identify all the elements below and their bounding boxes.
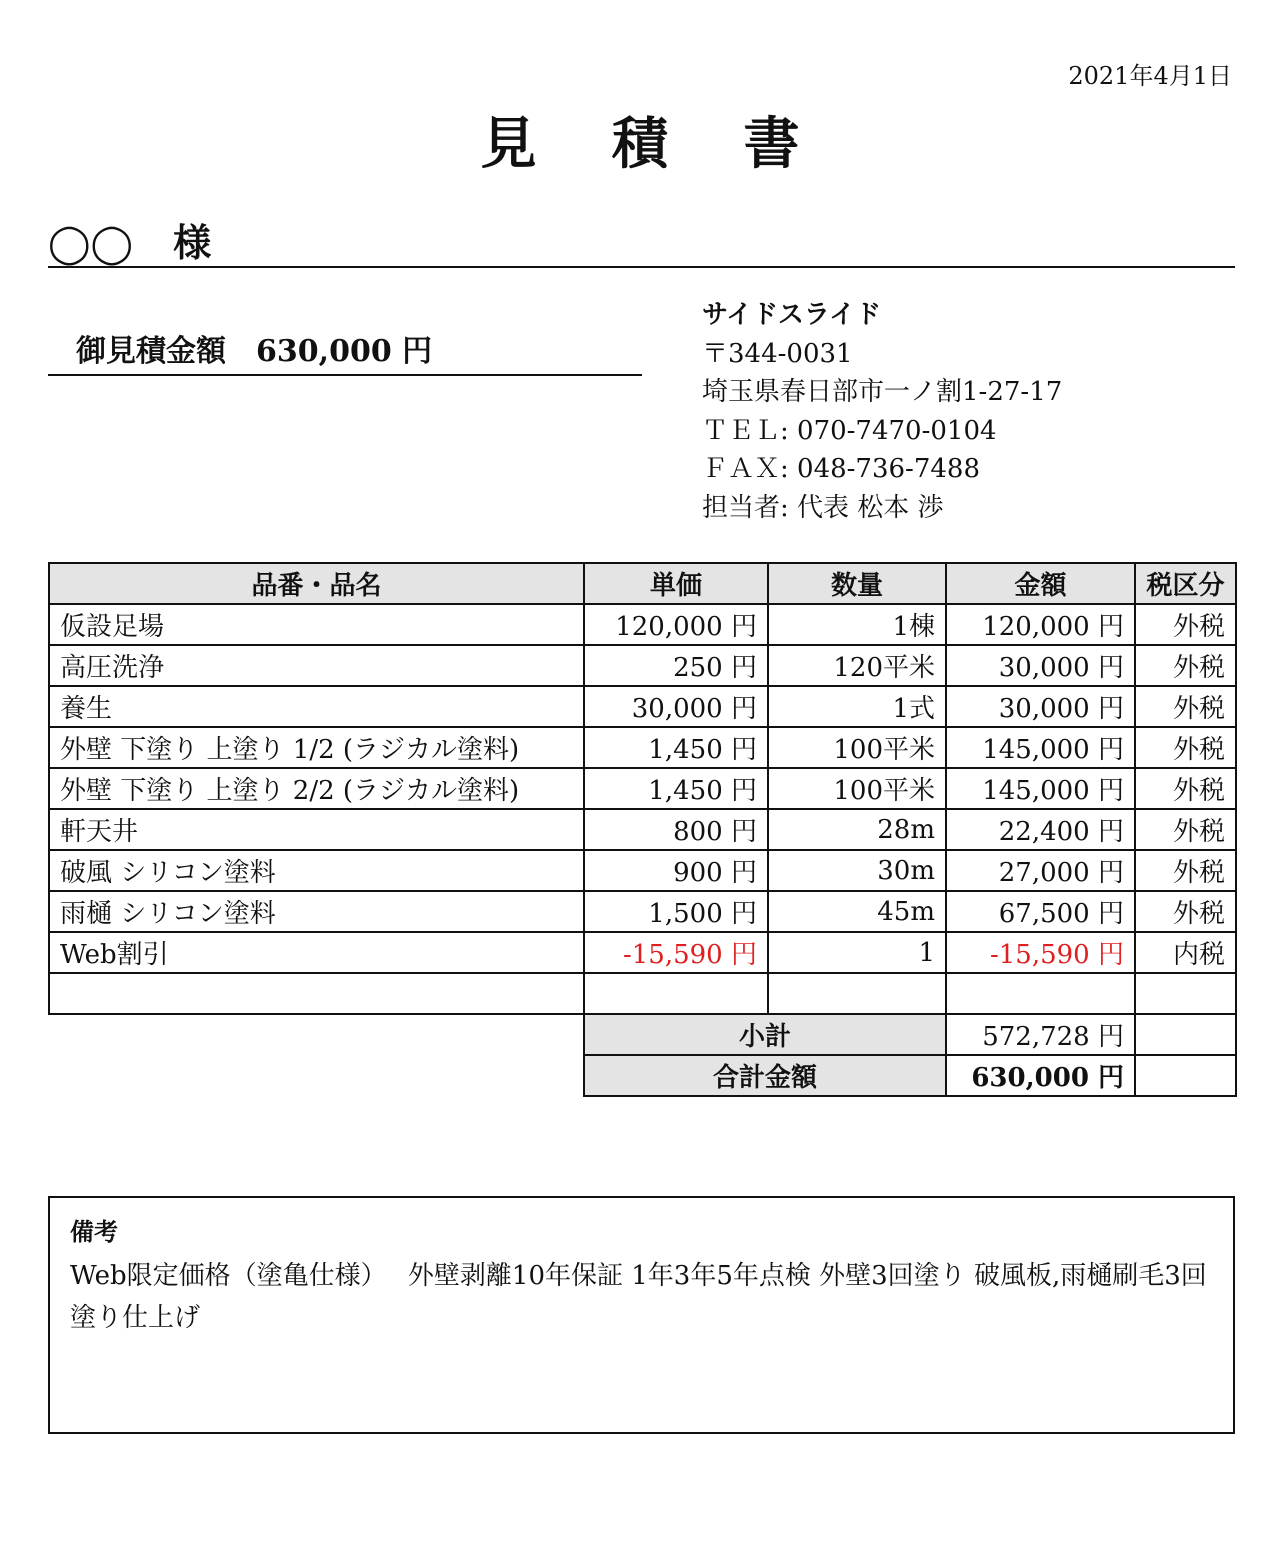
company-postal: 〒344-0031 [702, 338, 853, 369]
notes-title: 備考 [70, 1217, 118, 1246]
table-row [49, 891, 1236, 932]
item-quantity: 30m [768, 850, 946, 891]
items-table [48, 562, 1237, 1097]
item-tax-type: 外税 [1135, 645, 1236, 686]
item-tax-type: 外税 [1135, 809, 1236, 850]
item-amount: 67,500 円 [946, 891, 1135, 932]
header-unit-price: 単価 [584, 563, 768, 604]
company-name: サイドスライド [702, 300, 882, 330]
item-unit-price: 1,450 円 [584, 768, 768, 809]
item-unit-price: 30,000 円 [584, 686, 768, 727]
subtotal-row [49, 1014, 1236, 1055]
table-row [49, 604, 1236, 645]
item-quantity: 1棟 [768, 604, 946, 645]
recipient-name: ◯◯ [48, 220, 134, 265]
item-amount: -15,590 円 [946, 932, 1135, 973]
company-address: 埼玉県春日部市一ノ割1-27-17 [702, 377, 1063, 407]
total-value: 630,000 円 [946, 1055, 1135, 1096]
item-name: 雨樋 シリコン塗料 [49, 891, 584, 932]
item-name: 高圧洗浄 [49, 645, 584, 686]
item-unit-price: 1,500 円 [584, 891, 768, 932]
item-amount: 30,000 円 [946, 686, 1135, 727]
item-name: 破風 シリコン塗料 [49, 850, 584, 891]
item-unit-price: 120,000 円 [584, 604, 768, 645]
subtotal-label: 小計 [584, 1014, 946, 1055]
table-row [49, 932, 1236, 973]
item-amount: 145,000 円 [946, 727, 1135, 768]
item-tax-type: 外税 [1135, 604, 1236, 645]
estimate-amount-line [48, 326, 642, 376]
item-name: 養生 [49, 686, 584, 727]
item-quantity: 45m [768, 891, 946, 932]
item-name: Web割引 [49, 932, 584, 973]
item-amount: 22,400 円 [946, 809, 1135, 850]
estimate-label: 御見積金額 [76, 334, 226, 369]
item-quantity: 100平米 [768, 768, 946, 809]
table-row [49, 768, 1236, 809]
item-tax-type: 外税 [1135, 850, 1236, 891]
empty-cell [946, 973, 1135, 1014]
empty-cell [49, 973, 584, 1014]
item-amount: 145,000 円 [946, 768, 1135, 809]
document-title: 見 積 書 [480, 111, 828, 177]
item-quantity: 1式 [768, 686, 946, 727]
notes-body: Web限定価格（塗亀仕様） 外壁剥離10年保証 1年3年5年点検 外壁3回塗り 破風板,雨樋刷毛3回塗り仕上げ [70, 1261, 1207, 1333]
header-quantity: 数量 [768, 563, 946, 604]
summary-spacer [49, 1055, 584, 1096]
item-tax-type: 外税 [1135, 891, 1236, 932]
table-row [49, 809, 1236, 850]
table-header-row [49, 563, 1236, 604]
table-row [49, 850, 1236, 891]
item-name: 外壁 下塗り 上塗り 1/2 (ラジカル塗料) [49, 727, 584, 768]
recipient-line [48, 212, 1235, 268]
issue-date: 2021年4月1日 [1068, 62, 1232, 90]
subtotal-tax-cell [1135, 1014, 1236, 1055]
recipient-suffix: 様 [173, 220, 212, 265]
item-unit-price: 900 円 [584, 850, 768, 891]
company-info [702, 296, 1062, 527]
company-tel: ＴＥＬ: 070-7470-0104 [702, 415, 997, 446]
item-unit-price: 250 円 [584, 645, 768, 686]
item-amount: 30,000 円 [946, 645, 1135, 686]
item-amount: 27,000 円 [946, 850, 1135, 891]
empty-cell [584, 973, 768, 1014]
subtotal-value: 572,728 円 [946, 1014, 1135, 1055]
estimate-value: 630,000 円 [256, 334, 433, 369]
item-quantity: 28m [768, 809, 946, 850]
total-row [49, 1055, 1236, 1096]
empty-row [49, 973, 1236, 1014]
item-quantity: 100平米 [768, 727, 946, 768]
item-name: 外壁 下塗り 上塗り 2/2 (ラジカル塗料) [49, 768, 584, 809]
item-unit-price: -15,590 円 [584, 932, 768, 973]
item-tax-type: 内税 [1135, 932, 1236, 973]
summary-spacer [49, 1014, 584, 1055]
total-label: 合計金額 [584, 1055, 946, 1096]
notes-box [48, 1196, 1235, 1434]
item-tax-type: 外税 [1135, 727, 1236, 768]
item-unit-price: 1,450 円 [584, 727, 768, 768]
item-tax-type: 外税 [1135, 686, 1236, 727]
item-quantity: 120平米 [768, 645, 946, 686]
table-row [49, 645, 1236, 686]
company-contact: 担当者: 代表 松本 渉 [702, 492, 944, 523]
item-name: 軒天井 [49, 809, 584, 850]
item-amount: 120,000 円 [946, 604, 1135, 645]
header-item-name: 品番・品名 [49, 563, 584, 604]
table-row [49, 686, 1236, 727]
empty-cell [1135, 973, 1236, 1014]
company-fax: ＦＡＸ: 048-736-7488 [702, 454, 981, 484]
item-unit-price: 800 円 [584, 809, 768, 850]
item-tax-type: 外税 [1135, 768, 1236, 809]
item-name: 仮設足場 [49, 604, 584, 645]
header-amount: 金額 [946, 563, 1135, 604]
item-quantity: 1 [768, 932, 946, 973]
empty-cell [768, 973, 946, 1014]
table-row [49, 727, 1236, 768]
total-tax-cell [1135, 1055, 1236, 1096]
header-tax-type: 税区分 [1135, 563, 1236, 604]
